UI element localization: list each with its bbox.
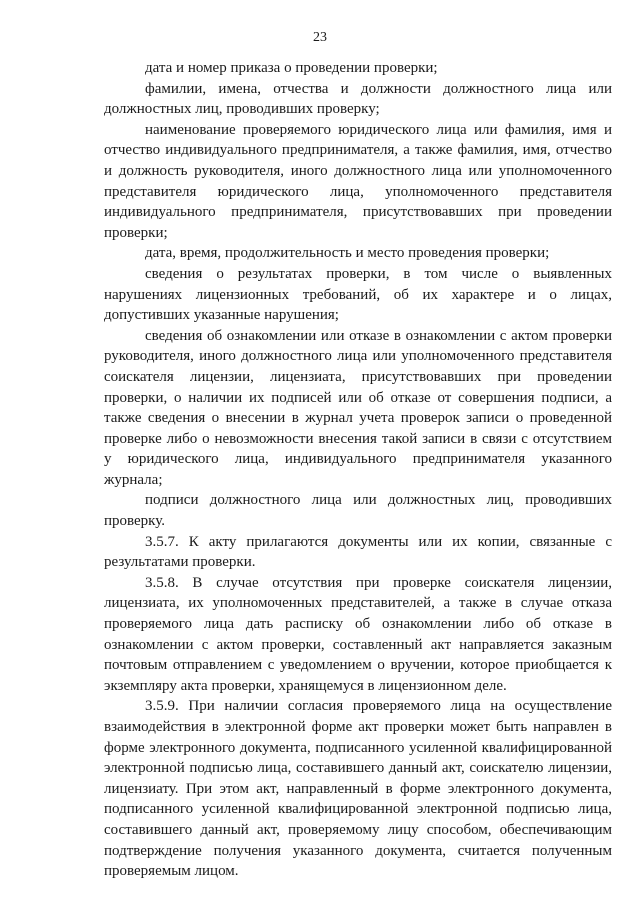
paragraph-results: сведения о результатах проверки, в том числе о выявленных нарушениях лицензионных требований, об их характере и о лицах, допустивших указанные нарушения;	[104, 265, 612, 324]
paragraph-inspectors: фамилии, имена, отчества и должности должностного лица или должностных лиц, проводивших проверку;	[104, 80, 612, 118]
paragraph-3-5-9: 3.5.9. При наличии согласия проверяемого лица на осуществление взаимодействия в электронной форме акт проверки может быть направлен в форме электронного документа, подписанного усиленной квалифицированной электронной подписью лица, составившего данный акт, соискателю лицензии, лицензиату. При этом акт, направленный в форме электронного документа, подписанного усиленной квалифицированной электронной подписью лица, составившего данный акт, проверяемому лицу способом, обеспечивающим подтверждение получения указанного документа, считается полученным проверяемым лицом.	[104, 698, 612, 880]
paragraph-3-5-8: 3.5.8. В случае отсутствия при проверке соискателя лицензии, лицензиата, их уполномоченных представителей, а также в случае отказа проверяемого лица дать расписку об ознакомлении либо об отказе в ознакомлении с актом проверки, составленный акт направляется заказным почтовым отправлением с уведомлением о вручении, которое приобщается к экземпляру акта проверки, хранящемуся в лицензионном деле.	[104, 574, 612, 694]
paragraph-signatures: подписи должностного лица или должностных лиц, проводивших проверку.	[104, 492, 612, 530]
paragraph-3-5-7: 3.5.7. К акту прилагаются документы или их копии, связанные с результатами проверки.	[104, 533, 612, 571]
paragraph-order-date: дата и номер приказа о проведении проверки;	[145, 60, 438, 76]
document-body	[104, 58, 612, 882]
paragraph-acquaintance: сведения об ознакомлении или отказе в ознакомлении с актом проверки руководителя, иного должностного лица или уполномоченного представителя соискателя лицензии, лицензиата, присутствовавших при проведении проверки, о наличии их подписей или об отказе от совершения подписи, а также сведения о внесении в журнал учета проверок записи о проведенной проверке либо о невозможности внесения такой записи в связи с отсутствием у юридического лица, индивидуального предпринимателя указанного журнала;	[104, 327, 612, 488]
page-number: 23	[313, 30, 327, 45]
paragraph-date-time-place: дата, время, продолжительность и место проведения проверки;	[145, 245, 550, 262]
paragraph-inspected-entity: наименование проверяемого юридического лица или фамилия, имя и отчество индивидуального предпринимателя, а также фамилия, имя, отчество и должность руководителя, иного должностного лица или уполномоченного представителя юридического лица, уполномоченного представителя индивидуального предпринимателя, присутствовавших при проведении проверки;	[104, 121, 612, 241]
